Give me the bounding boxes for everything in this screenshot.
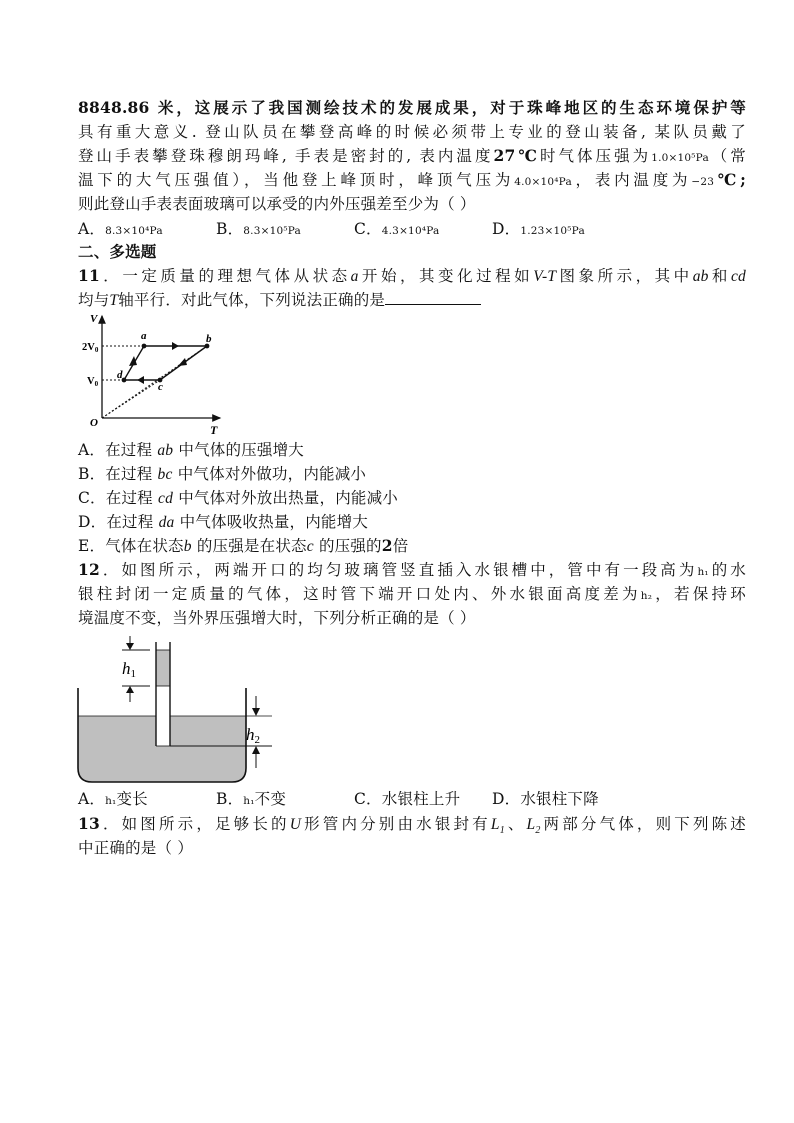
q11-x-axis-label: T [210, 423, 218, 437]
q12-option-d[interactable]: D．水银柱下降 [492, 790, 599, 808]
q11-label-a: a [141, 330, 147, 342]
q12-options [78, 787, 746, 813]
q11-text-line-2: 均与T轴平行．对此气体，下列说法正确的是 [78, 288, 746, 313]
q11-point-a [142, 344, 147, 349]
q11-option-b[interactable]: B．在过程 bc 中气体对外做功，内能减小 [78, 465, 367, 483]
q12-text-line-2: 银柱封闭一定质量的气体，这时管下端开口处内、外水银面高度差为h₂，若保持环 [78, 585, 746, 603]
q11-label-c: c [158, 381, 163, 393]
q12-label-h1: h1 [122, 659, 136, 680]
q11-tick-2v0: 2V0 [82, 342, 99, 354]
q11-origin-label: O [90, 417, 98, 429]
q11-option-e[interactable]: E．气体在状态b 的压强是在状态c 的压强的2倍 [78, 536, 409, 555]
q11-label-d: d [117, 369, 123, 381]
q12-mercury-figure [76, 636, 272, 786]
q12-mercury-column [156, 650, 170, 686]
q10-text-line-4: 温下的大气压强值），当他登上峰顶时，峰顶气压为4.0×10⁴Pa，表内温度为−23℃; [78, 170, 747, 189]
q11-vt-graph [82, 310, 228, 438]
q12-option-b[interactable]: B．h₁不变 [216, 790, 287, 808]
q10-option-c[interactable]: C．4.3×10⁴Pa [354, 220, 440, 238]
q12-option-a[interactable]: A．h₁变长 [78, 790, 148, 808]
q11-label-b: b [206, 333, 212, 345]
q10-text-line-2: 具有重大意义. 登山队员在攀登高峰的时候必须带上专业的登山装备, 某队员戴了 [78, 123, 746, 141]
q11-tick-v0: V0 [87, 376, 99, 388]
q11-option-d[interactable]: D．在过程 da 中气体吸收热量，内能增大 [78, 513, 369, 531]
q11-answer-blank[interactable] [385, 288, 481, 305]
q13-text-line-1: 13．如图所示，足够长的U形管内分别由水银封有$L_1$、$L_2$两部分气体，则下列陈述 [78, 814, 746, 837]
q11-option-a[interactable]: A．在过程 ab 中气体的压强增大 [78, 441, 304, 459]
q11-text-line-1: 11．一定质量的理想气体从状态a开始，其变化过程如V-T图象所示，其中ab和cd [78, 266, 746, 285]
q11-option-c[interactable]: C．在过程 cd 中气体对外放出热量，内能减小 [78, 489, 398, 507]
section-title: 二、多选题 [78, 242, 157, 261]
q12-text-line-1: 12．如图所示，两端开口的均匀玻璃管竖直插入水银槽中，管中有一段高为h₁的水 [78, 560, 746, 579]
q10-option-b[interactable]: B．8.3×10⁵Pa [216, 220, 302, 238]
q10-text-line-5: 则此登山手表表面玻璃可以承受的内外压强差至少为（ ） [78, 195, 476, 213]
q11-y-axis-label: V [90, 313, 98, 325]
q13-text-line-2: 中正确的是（ ） [78, 839, 194, 857]
q12-label-h2: h2 [246, 725, 260, 746]
q12-option-c[interactable]: C．水银柱上升 [354, 790, 461, 808]
q10-option-d[interactable]: D．1.23×10⁵Pa [492, 220, 585, 238]
q10-text-line-1: 8848.86 米，这展示了我国测绘技术的发展成果，对于珠峰地区的生态环境保护等 [78, 98, 746, 117]
q10-text-line-3: 登山手表攀登珠穆朗玛峰, 手表是密封的, 表内温度27℃时气体压强为1.0×10⁵Pa（常 [78, 146, 747, 165]
q12-text-line-3: 境温度不变，当外界压强增大时，下列分析正确的是（ ） [78, 609, 476, 627]
q10-option-a[interactable]: A．8.3×10⁴Pa [78, 220, 163, 238]
